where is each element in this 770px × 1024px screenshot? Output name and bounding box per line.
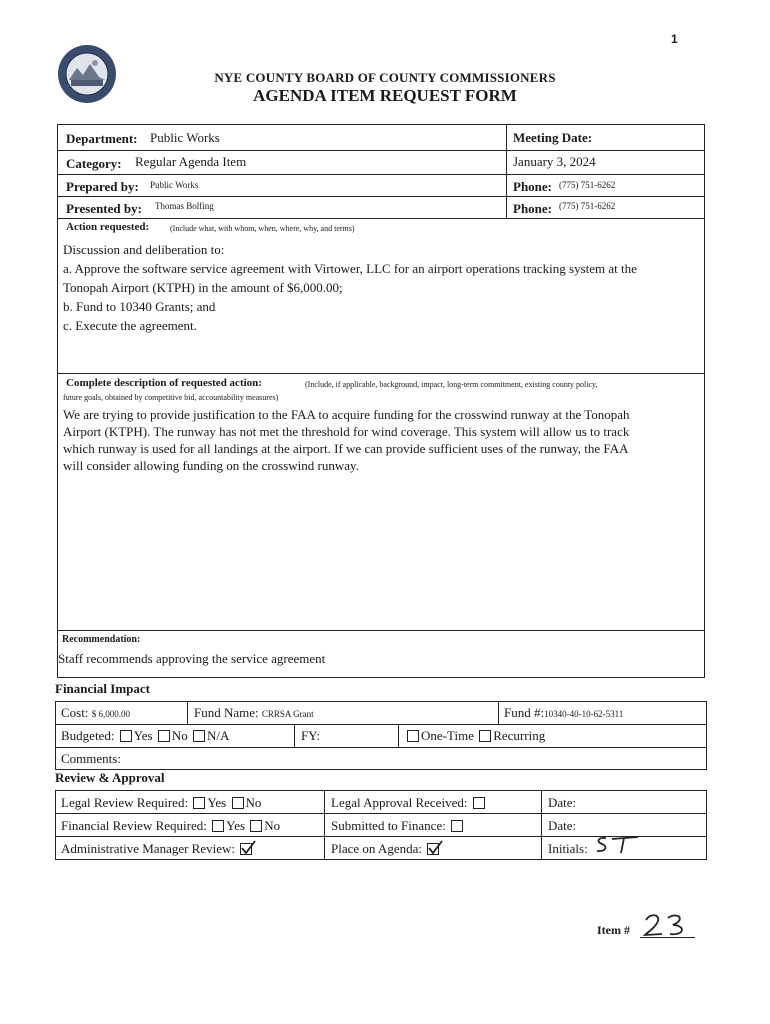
budgeted-no-checkbox[interactable] <box>158 730 170 742</box>
phone-label-1: Phone: <box>513 179 552 194</box>
item-number-label: Item # <box>597 923 630 937</box>
presented-by-label: Presented by: <box>66 201 142 216</box>
submitted-finance-label: Submitted to Finance: <box>331 818 446 833</box>
fy-label: FY: <box>301 728 321 743</box>
review-approval-title: Review & Approval <box>55 770 165 785</box>
fund-number-field <box>504 705 623 721</box>
board-title: NYE COUNTY BOARD OF COUNTY COMMISSIONERS <box>214 70 556 85</box>
action-line: Tonopah Airport (KTPH) in the amount of $6,000.00; <box>63 280 343 295</box>
budgeted-na-checkbox[interactable] <box>193 730 205 742</box>
place-agenda-row <box>331 841 441 857</box>
action-requested-hint: (Include what, with whom, when, where, why, and terms) <box>170 224 355 233</box>
budgeted-row <box>61 728 229 744</box>
page-number: 1 <box>671 32 678 46</box>
description-line: Airport (KTPH). The runway has not met the threshold for wind coverage. This system will allow us to track <box>63 424 630 439</box>
item-number-handwritten-icon <box>642 912 692 938</box>
legal-review-label: Legal Review Required: <box>61 795 189 810</box>
place-agenda-label: Place on Agenda: <box>331 841 422 856</box>
fund-name-field <box>194 705 314 721</box>
initials-label: Initials: <box>548 841 588 856</box>
meeting-date-value: January 3, 2024 <box>513 154 596 169</box>
checkmark-icon <box>240 840 256 856</box>
legal-approval-label: Legal Approval Received: <box>331 795 468 810</box>
action-line: c. Execute the agreement. <box>63 318 197 333</box>
date-label-2: Date: <box>548 818 577 833</box>
description-line: We are trying to provide justification to the FAA to acquire funding for the crosswind runway at the Tonopah <box>63 407 630 422</box>
action-line: a. Approve the software service agreement with Virtower, LLC for an airport operations tracking system at the <box>63 261 637 276</box>
description-label: Complete description of requested action: <box>66 377 262 389</box>
action-requested-text <box>63 240 703 335</box>
recommendation-text: Staff recommends approving the service agreement <box>58 651 326 666</box>
description-line: which runway is used for all landings at the airport. If we can provide sufficient uses of the runway, the FAA <box>63 441 629 456</box>
phone-label-2: Phone: <box>513 201 552 216</box>
initials-signature-icon <box>594 834 644 856</box>
financial-review-label: Financial Review Required: <box>61 818 207 833</box>
one-time-label: One-Time <box>421 728 474 743</box>
phone-value-1: (775) 751-6262 <box>559 180 616 190</box>
legal-approval-checkbox[interactable] <box>473 797 485 809</box>
checkmark-icon <box>427 840 443 856</box>
department-value: Public Works <box>150 130 220 145</box>
cost-label: Cost: <box>61 705 89 720</box>
action-line: b. Fund to 10340 Grants; and <box>63 299 216 314</box>
admin-review-label: Administrative Manager Review: <box>61 841 236 856</box>
legal-review-yes-checkbox[interactable] <box>193 797 205 809</box>
budgeted-na-label: N/A <box>207 728 230 743</box>
description-hint-2: future goals, obtained by competitive bid, accountability measures) <box>63 393 279 402</box>
fund-name-label: Fund Name: <box>194 705 259 720</box>
admin-review-row <box>61 841 254 857</box>
recurring-label: Recurring <box>493 728 546 743</box>
comments-label: Comments: <box>61 751 121 766</box>
financial-review-no-checkbox[interactable] <box>250 820 262 832</box>
admin-review-checkbox[interactable] <box>240 843 252 855</box>
legal-approval-row <box>331 795 487 811</box>
submitted-finance-checkbox[interactable] <box>451 820 463 832</box>
financial-review-yes-label: Yes <box>226 818 246 833</box>
budgeted-yes-label: Yes <box>133 728 153 743</box>
financial-review-no-label: No <box>264 818 281 833</box>
legal-review-row <box>61 795 261 811</box>
cost-value: $ 6,000.00 <box>91 709 130 719</box>
place-agenda-checkbox[interactable] <box>427 843 439 855</box>
description-line: will consider allowing funding on the crosswind runway. <box>63 458 359 473</box>
fund-name-value: CRRSA Grant <box>261 709 314 719</box>
budgeted-label: Budgeted: <box>61 728 115 743</box>
action-line: Discussion and deliberation to: <box>63 242 225 257</box>
date-label-1: Date: <box>548 795 577 810</box>
term-row <box>405 728 545 744</box>
form-title: AGENDA ITEM REQUEST FORM <box>253 86 517 105</box>
submitted-finance-row <box>331 818 465 834</box>
budgeted-no-label: No <box>171 728 188 743</box>
category-label: Category: <box>66 156 122 171</box>
financial-review-row <box>61 818 280 834</box>
fund-number-value: 10340-40-10-62-5311 <box>544 709 624 719</box>
prepared-by-value: Public Works <box>150 180 199 190</box>
recurring-checkbox[interactable] <box>479 730 491 742</box>
action-requested-label: Action requested: <box>66 221 150 233</box>
legal-review-no-checkbox[interactable] <box>232 797 244 809</box>
meeting-date-label: Meeting Date: <box>513 130 593 145</box>
fund-number-label: Fund #: <box>504 705 545 720</box>
cost-field <box>61 705 130 721</box>
financial-impact-title: Financial Impact <box>55 681 150 696</box>
description-text <box>63 406 703 474</box>
legal-review-no-label: No <box>245 795 262 810</box>
budgeted-yes-checkbox[interactable] <box>120 730 132 742</box>
category-value: Regular Agenda Item <box>135 154 247 169</box>
phone-value-2: (775) 751-6262 <box>559 201 616 211</box>
one-time-checkbox[interactable] <box>407 730 419 742</box>
recommendation-label: Recommendation: <box>62 634 141 645</box>
legal-review-yes-label: Yes <box>207 795 227 810</box>
prepared-by-label: Prepared by: <box>66 179 139 194</box>
description-hint-1: (Include, if applicable, background, impact, long-term commitment, existing county policy, <box>305 380 598 389</box>
financial-review-yes-checkbox[interactable] <box>212 820 224 832</box>
department-label: Department: <box>66 131 138 146</box>
presented-by-value: Thomas Bolfing <box>155 201 214 211</box>
